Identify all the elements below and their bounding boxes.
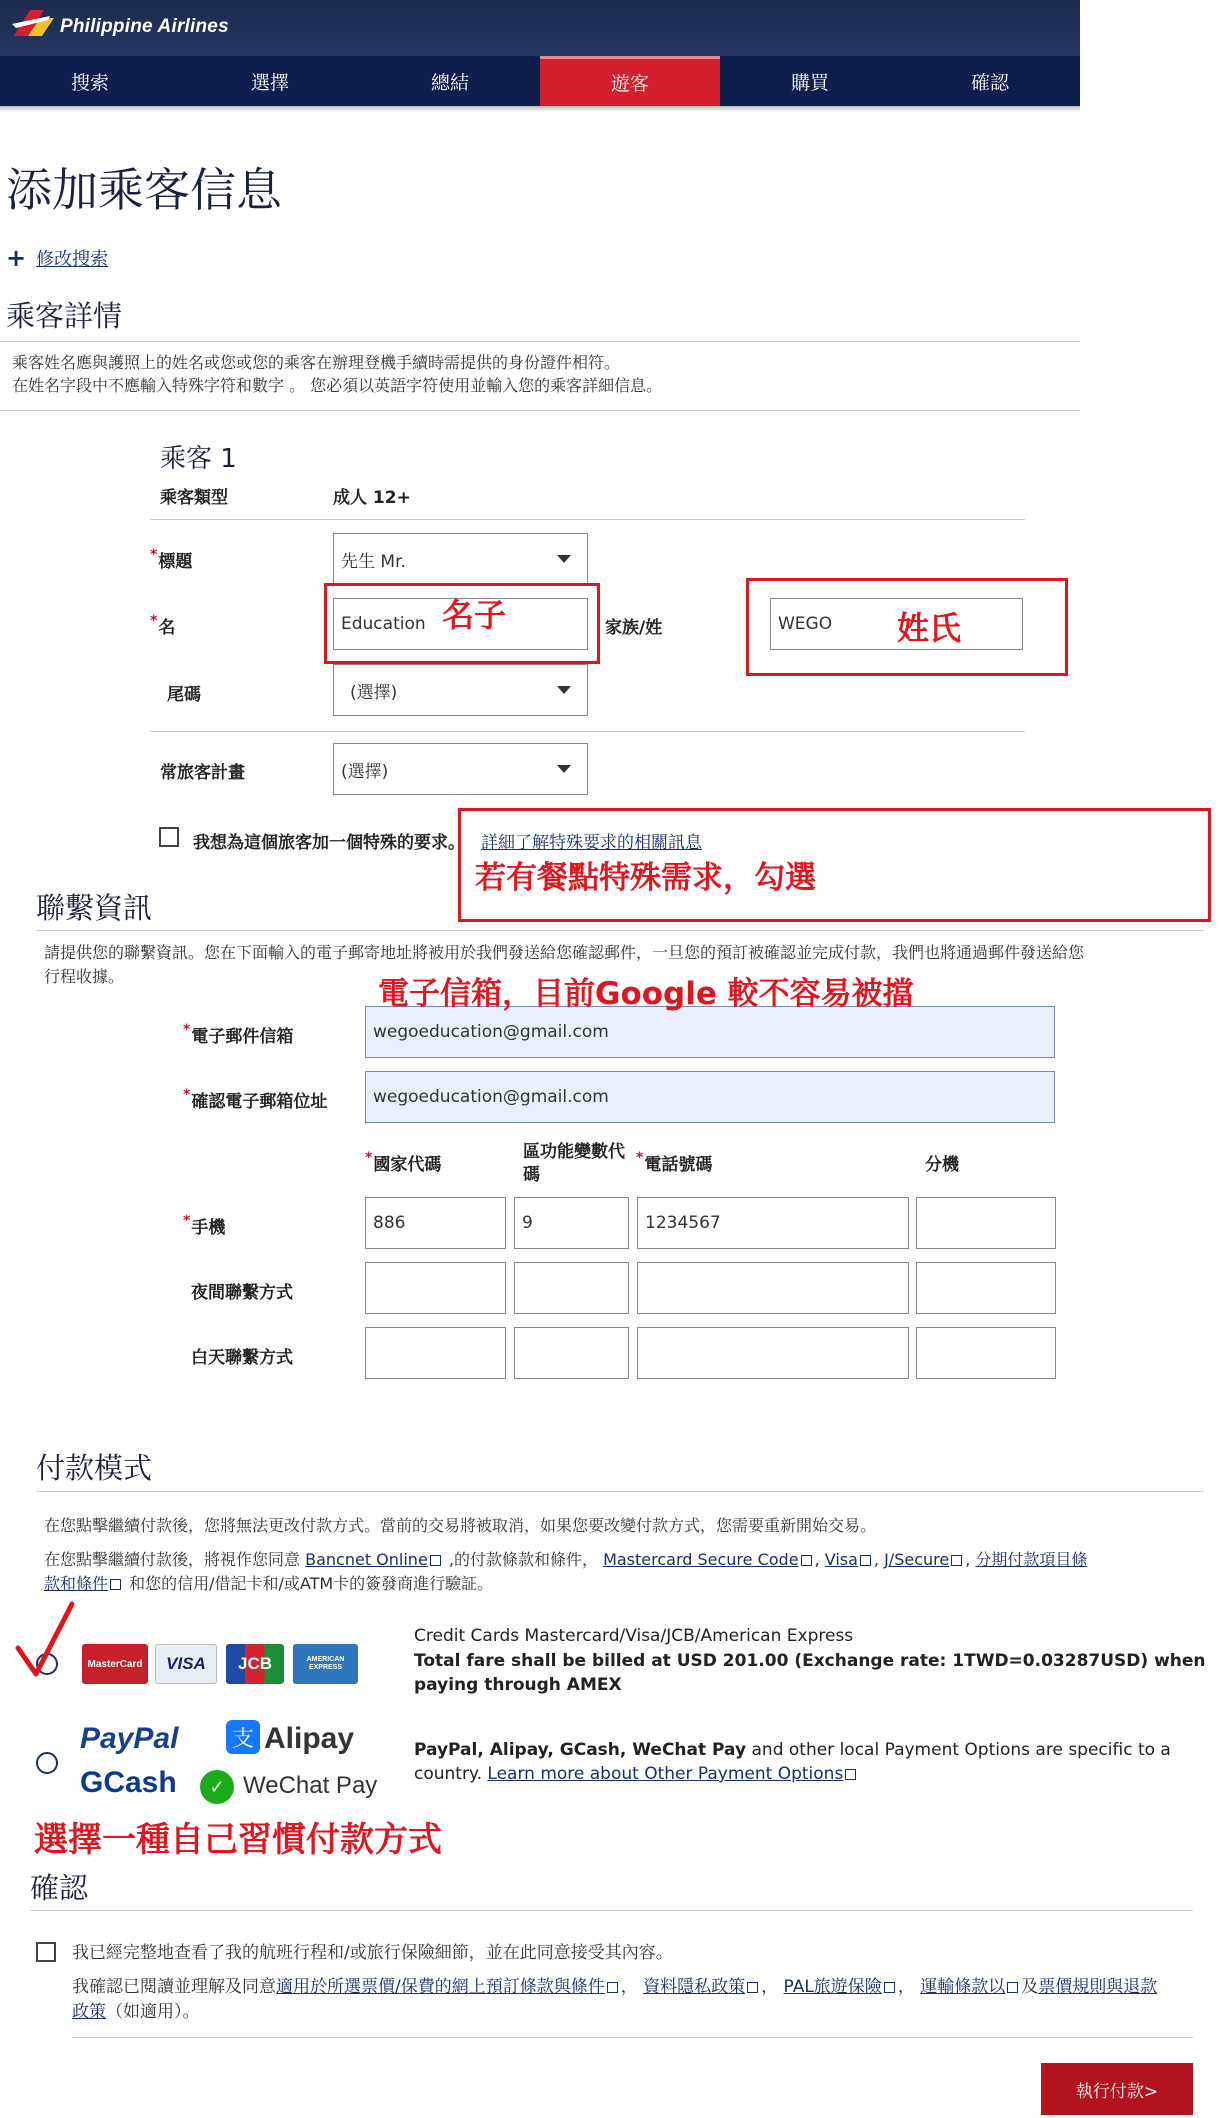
divider bbox=[30, 1910, 1193, 1911]
first-name-label: *名 bbox=[150, 613, 176, 638]
page-title: 添加乘客信息 bbox=[6, 163, 282, 217]
phone-header: *電話號碼 bbox=[636, 1150, 713, 1175]
gcash-logo: GCash bbox=[80, 1766, 177, 1799]
paypal-logo: PayPal bbox=[80, 1722, 179, 1755]
visa-icon: VISA bbox=[155, 1644, 217, 1684]
mobile-country-input[interactable]: 886 bbox=[365, 1197, 506, 1249]
title-select[interactable]: 先生 Mr. bbox=[333, 533, 588, 585]
installment-link-cont[interactable]: 款和條件 bbox=[44, 1574, 109, 1593]
nav-shadow bbox=[0, 106, 1080, 112]
night-phone-input[interactable] bbox=[637, 1262, 909, 1314]
special-request-link[interactable]: 詳細了解特殊要求的相關訊息 bbox=[481, 833, 702, 853]
external-link-icon bbox=[951, 1555, 962, 1566]
external-link-icon bbox=[747, 1982, 758, 1993]
passenger-note-2: 在姓名字段中不應輸入特殊字符和數字 。 您必須以英語字符使用並輸入您的乘客詳細信息。 bbox=[12, 376, 663, 395]
agree-text: 我已經完整地查看了我的航班行程和/或旅行保險細節，並在此同意接受其內容。 bbox=[72, 1943, 673, 1963]
night-country-input[interactable] bbox=[365, 1262, 506, 1314]
passenger-number: 乘客 1 bbox=[160, 444, 237, 474]
last-name-input[interactable]: WEGO bbox=[770, 598, 1023, 650]
visa-link[interactable]: Visa bbox=[824, 1550, 858, 1569]
credit-card-fare-note-2: paying through AMEX bbox=[414, 1675, 622, 1695]
carriage-terms-link[interactable]: 運輸條款以 bbox=[920, 1977, 1006, 1997]
modify-search-label: 修改搜索 bbox=[36, 249, 109, 270]
external-link-icon bbox=[110, 1579, 121, 1590]
bancnet-link[interactable]: Bancnet Online bbox=[305, 1550, 428, 1569]
chevron-down-icon bbox=[557, 555, 571, 563]
mobile-phone-input[interactable]: 1234567 bbox=[637, 1197, 909, 1249]
divider bbox=[150, 519, 1025, 520]
confirm-email-input[interactable]: wegoeducation@gmail.com bbox=[365, 1071, 1055, 1123]
nav-step-search[interactable]: 搜索 bbox=[70, 71, 109, 94]
email-input[interactable]: wegoeducation@gmail.com bbox=[365, 1006, 1055, 1058]
passenger-details-heading: 乘客詳情 bbox=[6, 299, 123, 333]
suffix-label: 尾碼 bbox=[167, 685, 201, 705]
title-label: *標題 bbox=[150, 547, 193, 572]
mobile-extension-input[interactable] bbox=[916, 1197, 1056, 1249]
external-link-icon bbox=[607, 1982, 618, 1993]
external-link-icon bbox=[430, 1555, 441, 1566]
confirm-heading: 確認 bbox=[30, 1871, 89, 1905]
divider bbox=[36, 930, 1204, 931]
pal-logo-icon bbox=[10, 6, 58, 40]
jcb-icon: JCB bbox=[226, 1644, 284, 1684]
other-payment-link[interactable]: Learn more about Other Payment Options bbox=[487, 1764, 844, 1784]
chevron-down-icon bbox=[557, 686, 571, 694]
mobile-area-input[interactable]: 9 bbox=[514, 1197, 629, 1249]
step-nav bbox=[0, 56, 1080, 106]
other-payment-line-2: country. Learn more about Other Payment Options bbox=[414, 1764, 859, 1784]
payment-note-3: 款和條件 和您的信用/借記卡和/或ATM卡的簽發商進行驗証。 bbox=[44, 1574, 494, 1593]
area-code-header-1: 區功能變數代 bbox=[523, 1142, 625, 1162]
special-request-label: 我想為這個旅客加一個特殊的要求。 bbox=[193, 833, 465, 853]
annotation-special: 若有餐點特殊需求，勾選 bbox=[475, 860, 816, 896]
ffp-select[interactable]: (選擇) bbox=[333, 743, 588, 795]
checkmark-annotation-icon bbox=[12, 1600, 82, 1680]
day-contact-label: 白天聯繫方式 bbox=[191, 1348, 293, 1368]
terms-line-1: 我確認已閱讀並理解及同意適用於所選票價/保費的網上預訂條款與條件 ， 資料隱私政策 ， PAL旅遊保險 ， 運輸條款以 及票價規則與退款 bbox=[72, 1977, 1158, 1997]
plus-icon: + bbox=[6, 244, 27, 272]
divider bbox=[0, 341, 1080, 342]
brand-name: Philippine Airlines bbox=[60, 16, 229, 37]
divider bbox=[72, 2037, 1193, 2038]
contact-note: 請提供您的聯繫資訊。您在下面輸入的電子郵寄地址將被用於我們發送給您確認郵件，一旦您的預訂被確認並完成付款，我們也將通過郵件發送給您 bbox=[44, 943, 1085, 962]
agree-checkbox[interactable] bbox=[36, 1942, 56, 1962]
wechat-icon: ✓ bbox=[200, 1770, 234, 1804]
travel-insurance-link[interactable]: PAL旅遊保險 bbox=[783, 1977, 882, 1997]
nav-step-select[interactable]: 選擇 bbox=[250, 71, 289, 94]
alipay-logo: Alipay bbox=[264, 1722, 355, 1755]
mastercard-icon: MasterCard bbox=[82, 1644, 148, 1684]
passenger-note-1: 乘客姓名應與護照上的姓名或您或您的乘客在辦理登機手續時需提供的身份證件相符。 bbox=[12, 353, 621, 372]
nav-step-passenger[interactable]: 遊客 bbox=[540, 56, 720, 106]
installment-link[interactable]: 分期付款項目條 bbox=[975, 1550, 1088, 1569]
other-payment-title: PayPal, Alipay, GCash, WeChat Pay and other local Payment Options are specific to a bbox=[414, 1740, 1171, 1760]
day-phone-input[interactable] bbox=[637, 1327, 909, 1379]
payment-note-1: 在您點擊繼續付款後，您將無法更改付款方式。當前的交易將被取消，如果您要改變付款方式，您需要重新開始交易。 bbox=[44, 1516, 877, 1535]
passenger-type-label: 乘客類型 bbox=[160, 488, 228, 508]
special-request-checkbox[interactable] bbox=[159, 827, 179, 847]
divider bbox=[0, 410, 1080, 411]
wechat-logo: WeChat Pay bbox=[243, 1772, 378, 1799]
chevron-down-icon bbox=[557, 765, 571, 773]
day-extension-input[interactable] bbox=[916, 1327, 1056, 1379]
last-name-label: 家族/姓 bbox=[605, 618, 663, 638]
booking-terms-link[interactable]: 適用於所選票價/保費的網上預訂條款與條件 bbox=[276, 1977, 605, 1997]
external-link-icon bbox=[884, 1982, 895, 1993]
annotation-first-name: 名子 bbox=[442, 596, 507, 634]
ffp-label: 常旅客計畫 bbox=[160, 763, 245, 783]
top-bar bbox=[0, 0, 1080, 56]
country-code-header: *國家代碼 bbox=[365, 1150, 442, 1175]
suffix-select[interactable]: (選擇) bbox=[333, 664, 588, 716]
external-link-icon bbox=[845, 1769, 856, 1780]
credit-card-fare-note: Total fare shall be billed at USD 201.00 (Exchange rate: 1TWD=0.03287USD) when bbox=[414, 1651, 1206, 1671]
passenger-type-value: 成人 12+ bbox=[333, 488, 411, 508]
external-link-icon bbox=[1007, 1982, 1018, 1993]
nav-step-summary[interactable]: 總結 bbox=[430, 71, 469, 94]
night-extension-input[interactable] bbox=[916, 1262, 1056, 1314]
terms-line-2: 政策（如適用）。 bbox=[72, 2002, 200, 2022]
amex-icon: AMERICAN EXPRESS bbox=[293, 1644, 358, 1684]
day-area-input[interactable] bbox=[514, 1327, 629, 1379]
contact-heading: 聯繫資訊 bbox=[36, 891, 153, 925]
mobile-label: *手機 bbox=[183, 1213, 226, 1238]
external-link-icon bbox=[801, 1555, 812, 1566]
contact-note-2: 行程收據。 bbox=[44, 967, 125, 986]
fare-rules-link-cont[interactable]: 政策 bbox=[72, 2002, 106, 2022]
modify-search-link[interactable] bbox=[6, 244, 108, 272]
annotation-payment: 選擇一種自己習慣付款方式 bbox=[34, 1820, 442, 1860]
day-country-input[interactable] bbox=[365, 1327, 506, 1379]
payment-note-2: 在您點擊繼續付款後，將視作您同意 Bancnet Online ,的付款條款和條件， Mastercard Secure Code , Visa , J/Secure , 分期付款項目條 bbox=[44, 1550, 1088, 1569]
external-link-icon bbox=[860, 1555, 871, 1566]
fare-rules-link[interactable]: 票價規則與退款 bbox=[1038, 1977, 1158, 1997]
night-contact-label: 夜間聯繫方式 bbox=[191, 1283, 293, 1303]
night-area-input[interactable] bbox=[514, 1262, 629, 1314]
nav-step-purchase[interactable]: 購買 bbox=[790, 71, 829, 94]
other-payment-radio[interactable] bbox=[36, 1752, 58, 1774]
alipay-icon: 支 bbox=[226, 1720, 260, 1754]
nav-step-confirm[interactable]: 確認 bbox=[970, 71, 1009, 94]
divider bbox=[150, 731, 1025, 732]
execute-payment-button[interactable]: 執行付款> bbox=[1041, 2063, 1193, 2115]
extension-header: 分機 bbox=[925, 1155, 959, 1175]
annotation-last-name: 姓氏 bbox=[897, 609, 962, 647]
confirm-email-label: *確認電子郵箱位址 bbox=[183, 1087, 328, 1112]
divider bbox=[36, 1491, 1204, 1492]
first-name-input[interactable]: Education bbox=[333, 598, 588, 650]
mastercard-link[interactable]: Mastercard Secure Code bbox=[603, 1550, 799, 1569]
payment-heading: 付款模式 bbox=[36, 1451, 153, 1485]
credit-card-title: Credit Cards Mastercard/Visa/JCB/American Express bbox=[414, 1626, 854, 1646]
jsecure-link[interactable]: J/Secure bbox=[884, 1550, 950, 1569]
email-label: *電子郵件信箱 bbox=[183, 1022, 294, 1047]
area-code-header-2: 碼 bbox=[523, 1165, 540, 1185]
privacy-policy-link[interactable]: 資料隱私政策 bbox=[643, 1977, 746, 1997]
annotation-email: 電子信箱，目前Google 較不容易被擋 bbox=[378, 976, 914, 1012]
